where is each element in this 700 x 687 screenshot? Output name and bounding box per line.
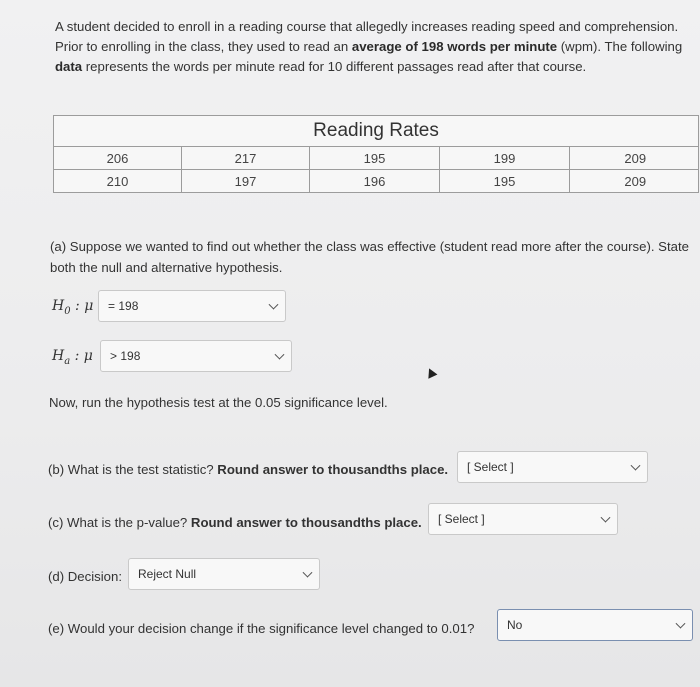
- p-value-select[interactable]: [428, 503, 618, 535]
- h0-symbol: H: [52, 298, 65, 314]
- intro-text-3: represents the words per minute read for 10 different passages read after that course.: [82, 59, 587, 74]
- chevron-down-icon: [676, 619, 686, 629]
- table-cell: 210: [54, 170, 182, 193]
- part-a-question: (a) Suppose we wanted to find out whether the class was effective (student read more after the course). State both the null and alternative hypothesis.: [50, 239, 689, 275]
- chevron-down-icon: [269, 300, 279, 310]
- table-cell: 196: [310, 170, 440, 193]
- intro-bold-data: data: [55, 59, 83, 74]
- part-b-bold: Round answer to thousandths place.: [217, 462, 449, 477]
- table-row: [54, 147, 699, 170]
- chevron-down-icon: [275, 350, 285, 360]
- ha-symbol: H: [52, 348, 65, 364]
- null-hypothesis-select[interactable]: [98, 290, 286, 322]
- table-row: [54, 170, 699, 193]
- table-cell: 209: [570, 147, 699, 170]
- null-hypothesis-label: [52, 298, 93, 317]
- table-title: Reading Rates: [54, 116, 699, 147]
- decision-select[interactable]: [128, 558, 320, 590]
- chevron-down-icon: [601, 513, 611, 523]
- p-value-value: [ Select ]: [438, 512, 485, 526]
- part-e-label: (e) Would your decision change if the significance level changed to 0.01?: [48, 621, 475, 636]
- test-statistic-select[interactable]: [457, 451, 648, 483]
- decision-change-select[interactable]: [497, 609, 693, 641]
- test-statistic-value: [ Select ]: [467, 460, 514, 474]
- part-c-prefix: (c) What is the p-value?: [48, 515, 191, 530]
- problem-statement: [55, 17, 685, 77]
- part-c-bold: Round answer to thousandths place.: [190, 515, 422, 530]
- alt-hypothesis-value: > 198: [110, 349, 141, 363]
- alt-hypothesis-label: [52, 348, 93, 367]
- table-cell: 199: [440, 147, 570, 170]
- table-cell: 217: [182, 147, 310, 170]
- ha-subscript: a: [64, 355, 71, 367]
- chevron-down-icon: [631, 461, 641, 471]
- reading-rates-table: [53, 115, 699, 193]
- null-hypothesis-value: = 198: [108, 299, 139, 313]
- part-d-label: (d) Decision:: [48, 569, 123, 584]
- part-b-question: [48, 462, 448, 477]
- decision-change-value: No: [507, 618, 523, 632]
- alt-hypothesis-select[interactable]: [100, 340, 292, 372]
- part-c-question: [48, 515, 422, 530]
- table-cell: 209: [570, 170, 699, 193]
- table-cell: 197: [182, 170, 310, 193]
- h0-mu: : μ: [70, 298, 94, 314]
- part-b-prefix: (b) What is the test statistic?: [48, 462, 218, 477]
- table-cell: 195: [310, 147, 440, 170]
- intro-text: A student decided to enroll in a reading course that allegedly increases reading speed and comprehension. Prior to enrolling in the class, they used to read an: [55, 19, 679, 54]
- intro-bold-average: average of 198 words per minute: [351, 39, 558, 54]
- h0-subscript: 0: [64, 305, 71, 317]
- run-test-instruction: Now, run the hypothesis test at the 0.05 significance level.: [49, 395, 388, 410]
- decision-value: Reject Null: [138, 567, 197, 581]
- table-cell: 206: [54, 147, 182, 170]
- chevron-down-icon: [303, 568, 313, 578]
- mouse-cursor-icon: [425, 366, 438, 378]
- intro-text-2: (wpm). The following: [557, 39, 683, 54]
- table-cell: 195: [440, 170, 570, 193]
- ha-mu: : μ: [70, 348, 93, 364]
